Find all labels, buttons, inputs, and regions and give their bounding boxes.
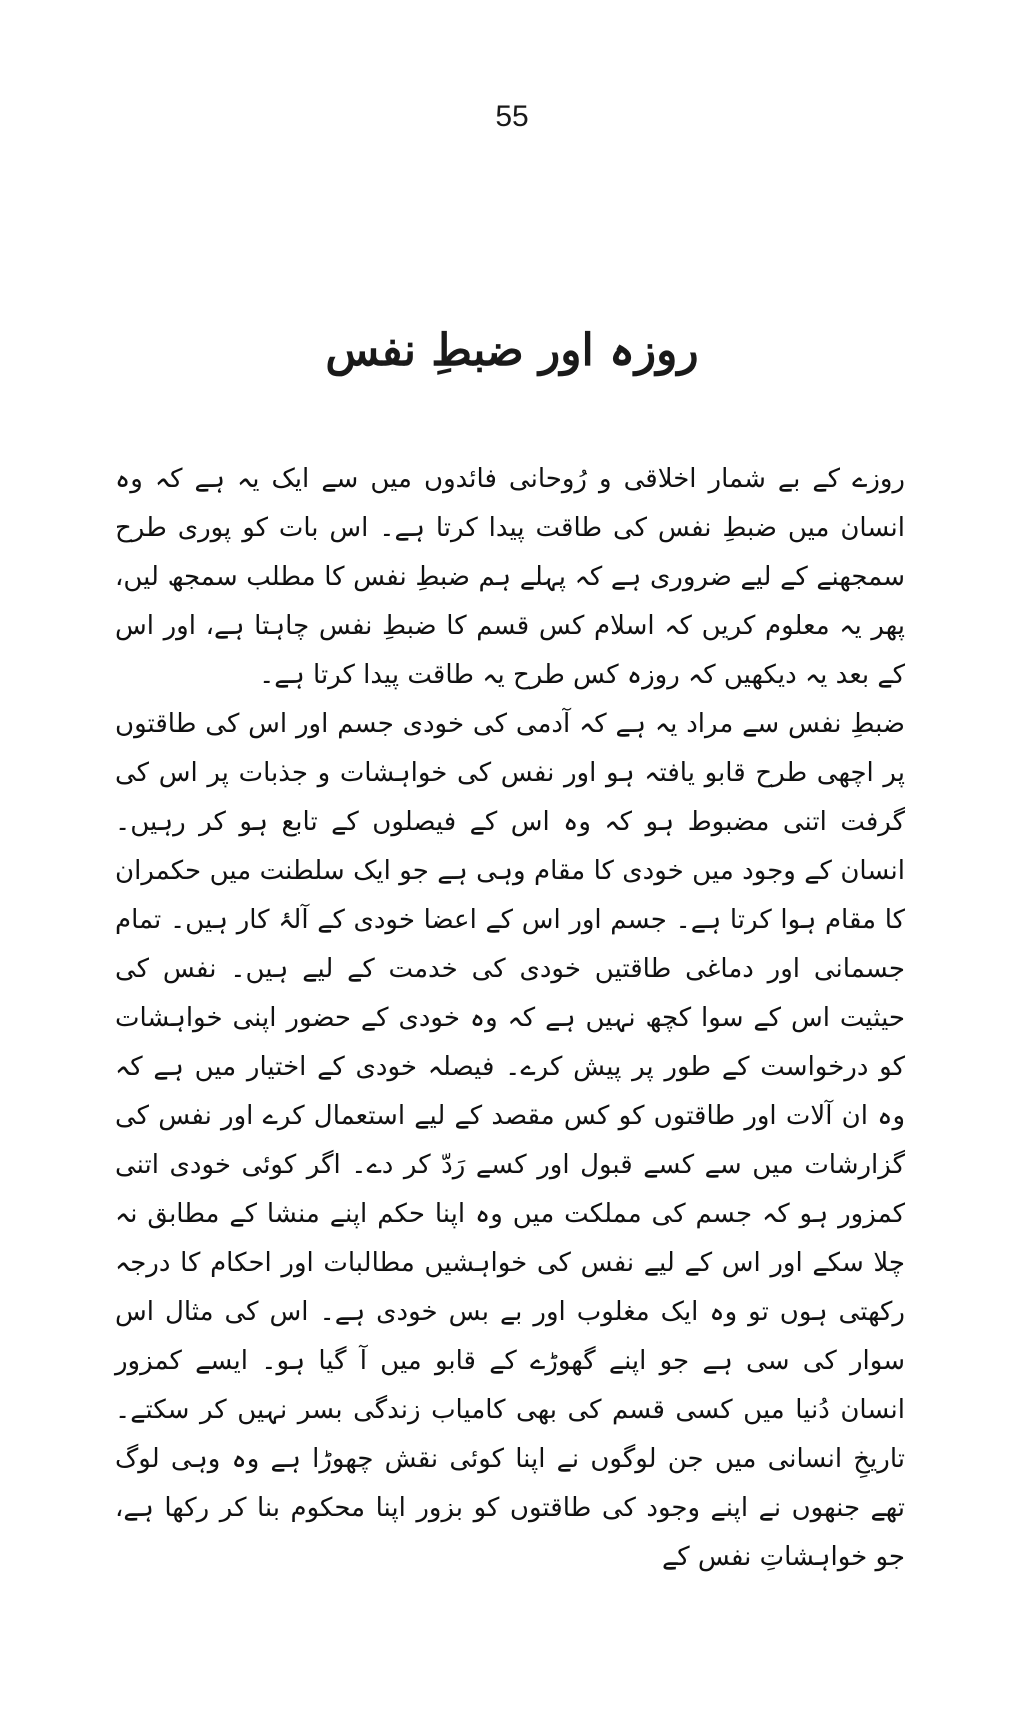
body-text (115, 455, 905, 1582)
paragraph-1: روزے کے بے شمار اخلاقی و رُوحانی فائدوں میں سے ایک یہ ہے کہ وہ انسان میں ضبطِ نفس کی طاقت پیدا کرتا ہے۔ اس بات کو پوری طرح سمجھنے کے لیے ضروری ہے کہ پہلے ہم ضبطِ نفس کا مطلب سمجھ لیں، پھر یہ معلوم کریں کہ اسلام کس قسم کا ضبطِ نفس چاہتا ہے، اور اس کے بعد یہ دیکھیں کہ روزہ کس طرح یہ طاقت پیدا کرتا ہے۔ (115, 464, 905, 690)
chapter-title: روزہ اور ضبطِ نفس (325, 325, 699, 376)
page-number: 55 (495, 100, 529, 133)
paragraph-2: ضبطِ نفس سے مراد یہ ہے کہ آدمی کی خودی جسم اور اس کی طاقتوں پر اچھی طرح قابو یافتہ ہو اور نفس کی خواہشات و جذبات پر اس کی گرفت اتنی مضبوط ہو کہ وہ اس کے فیصلوں کے تابع ہو کر رہیں۔ انسان کے وجود میں خودی کا مقام وہی ہے جو ایک سلطنت میں حکمران کا مقام ہوا کرتا ہے۔ جسم اور اس کے اعضا خودی کے آلۂ کار ہیں۔ تمام جسمانی اور دماغی طاقتیں خودی کی خدمت کے لیے ہیں۔ نفس کی حیثیت اس کے سوا کچھ نہیں ہے کہ وہ خودی کے حضور اپنی خواہشات کو درخواست کے طور پر پیش کرے۔ فیصلہ خودی کے اختیار میں ہے کہ وہ ان آلات اور طاقتوں کو کس مقصد کے لیے استعمال کرے اور نفس کی گزارشات میں سے کسے قبول اور کسے رَدّ کر دے۔ اگر کوئی خودی اتنی کمزور ہو کہ جسم کی مملکت میں وہ اپنا حکم اپنے منشا کے مطابق نہ چلا سکے اور اس کے لیے نفس کی خواہشیں مطالبات اور احکام کا درجہ رکھتی ہوں تو وہ ایک مغلوب اور بے بس خودی ہے۔ اس کی مثال اس سوار کی سی ہے جو اپنے گھوڑے کے قابو میں آ گیا ہو۔ ایسے کمزور انسان دُنیا میں کسی قسم کی بھی کامیاب زندگی بسر نہیں کر سکتے۔ تاریخِ انسانی میں جن لوگوں نے اپنا کوئی نقش چھوڑا ہے وہ وہی لوگ تھے جنھوں نے اپنے وجود کی طاقتوں کو بزور اپنا محکوم بنا کر رکھا ہے، جو خواہشاتِ نفس کے (115, 709, 905, 1572)
